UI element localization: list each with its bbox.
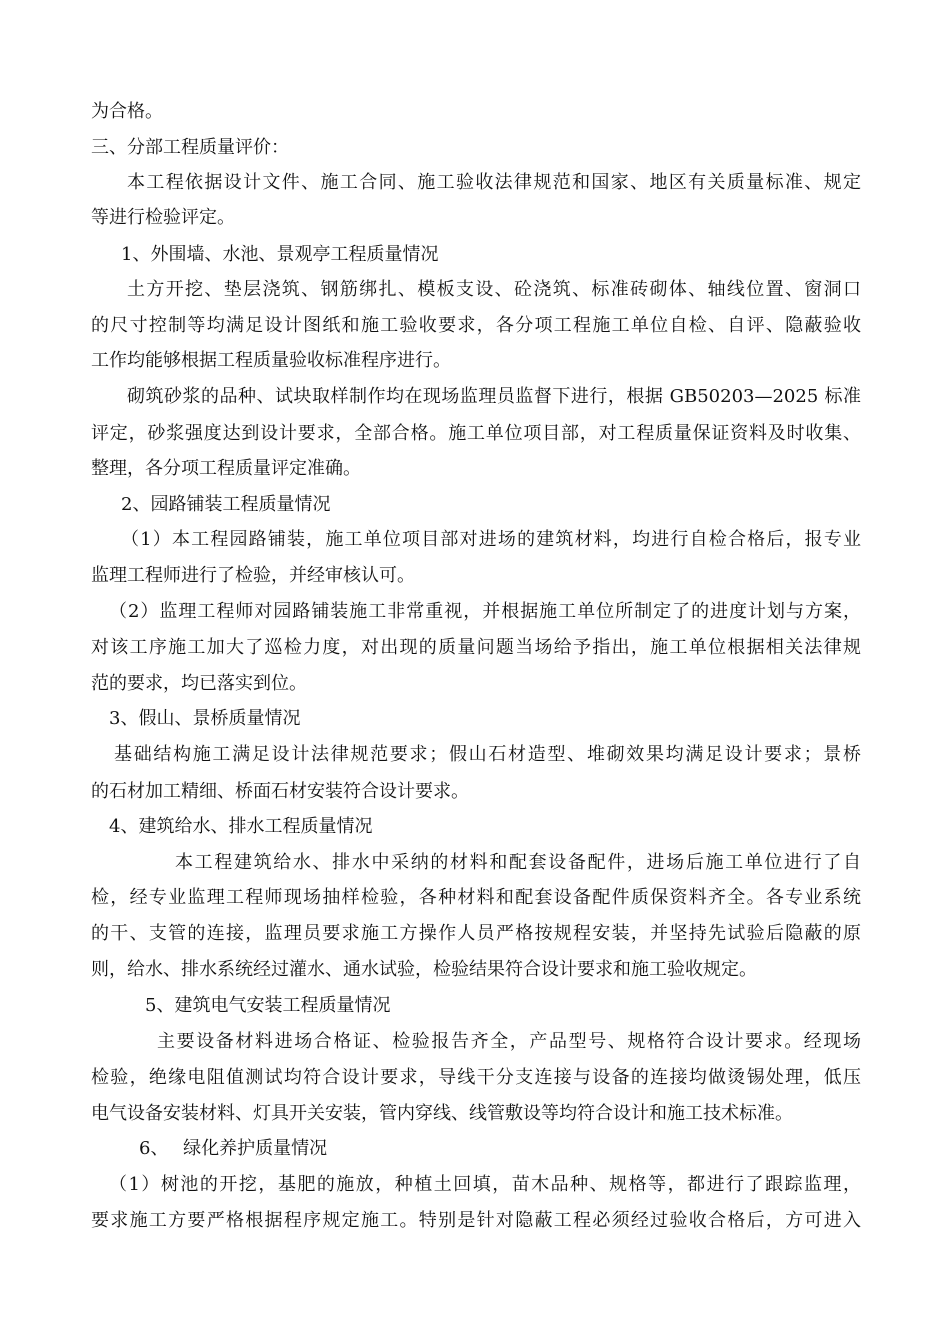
- text-line: （2）监理工程师对园路铺装施工非常重视，并根据施工单位所制定了的进度计划与方案，: [109, 601, 861, 622]
- text-line: 基础结构施工满足设计法律规范要求；假山石材造型、堆砌效果均满足设计要求；景桥: [114, 744, 861, 765]
- text-line: 的干、支管的连接，监理员要求施工方操作人员严格按规程安装，并坚持先试验后隐蔽的原: [91, 923, 861, 944]
- subsection-heading: 3、假山、景桥质量情况: [109, 708, 301, 729]
- text-line: 则，给水、排水系统经过灌水、通水试验，检验结果符合设计要求和施工验收规定。: [91, 959, 757, 980]
- text-line: 为合格。: [91, 101, 163, 122]
- text-line: 要求施工方要严格根据程序规定施工。特别是针对隐蔽工程必须经过验收合格后，方可进入: [91, 1210, 861, 1231]
- text-line: 范的要求，均已落实到位。: [91, 673, 307, 694]
- text-line: 土方开挖、垫层浇筑、钢筋绑扎、模板支设、砼浇筑、标准砖砌体、轴线位置、窗洞口: [127, 279, 861, 300]
- section-heading: 三、分部工程质量评价：: [91, 137, 289, 158]
- text-line: 本工程依据设计文件、施工合同、施工验收法律规范和国家、地区有关质量标准、规定: [127, 172, 861, 193]
- text-line: 整理，各分项工程质量评定准确。: [91, 458, 361, 479]
- subsection-heading: 6、 绿化养护质量情况: [139, 1138, 328, 1159]
- text-line: 电气设备安装材料、灯具开关安装，管内穿线、线管敷设等均符合设计和施工技术标准。: [91, 1103, 793, 1124]
- text-line: 本工程建筑给水、排水中采纳的材料和配套设备配件，进场后施工单位进行了自: [175, 852, 861, 873]
- text-line: 主要设备材料进场合格证、检验报告齐全，产品型号、规格符合设计要求。经现场: [157, 1031, 861, 1052]
- text-line: 监理工程师进行了检验，并经审核认可。: [91, 565, 415, 586]
- text-line: 检，经专业监理工程师现场抽样检验，各种材料和配套设备配件质保资料齐全。各专业系统: [91, 887, 861, 908]
- subsection-heading: 2、园路铺装工程质量情况: [121, 494, 331, 515]
- text-line: （1）本工程园路铺装，施工单位项目部对进场的建筑材料，均进行自检合格后，报专业: [121, 529, 861, 550]
- subsection-heading: 1、外围墙、水池、景观亭工程质量情况: [121, 244, 439, 265]
- text-line: 等进行检验评定。: [91, 207, 235, 228]
- text-line: 的石材加工精细、桥面石材安装符合设计要求。: [91, 781, 469, 802]
- text-line: 的尺寸控制等均满足设计图纸和施工验收要求，各分项工程施工单位自检、自评、隐蔽验收: [91, 315, 861, 336]
- text-line: 评定，砂浆强度达到设计要求，全部合格。施工单位项目部，对工程质量保证资料及时收集、: [91, 423, 861, 444]
- text-line: （1）树池的开挖，基肥的施放，种植土回填，苗木品种、规格等，都进行了跟踪监理，: [109, 1174, 861, 1195]
- subsection-heading: 4、建筑给水、排水工程质量情况: [109, 816, 373, 837]
- text-line: 对该工序施工加大了巡检力度，对出现的质量问题当场给予指出，施工单位根据相关法律规: [91, 637, 861, 658]
- subsection-heading: 5、建筑电气安装工程质量情况: [145, 995, 391, 1016]
- text-line: 工作均能够根据工程质量验收标准程序进行。: [91, 350, 451, 371]
- text-line: 检验，绝缘电阻值测试均符合设计要求，导线干分支连接与设备的连接均做烫锡处理，低压: [91, 1067, 861, 1088]
- text-line: 砌筑砂浆的品种、试块取样制作均在现场监理员监督下进行，根据 GB50203—2025 标准: [127, 386, 861, 407]
